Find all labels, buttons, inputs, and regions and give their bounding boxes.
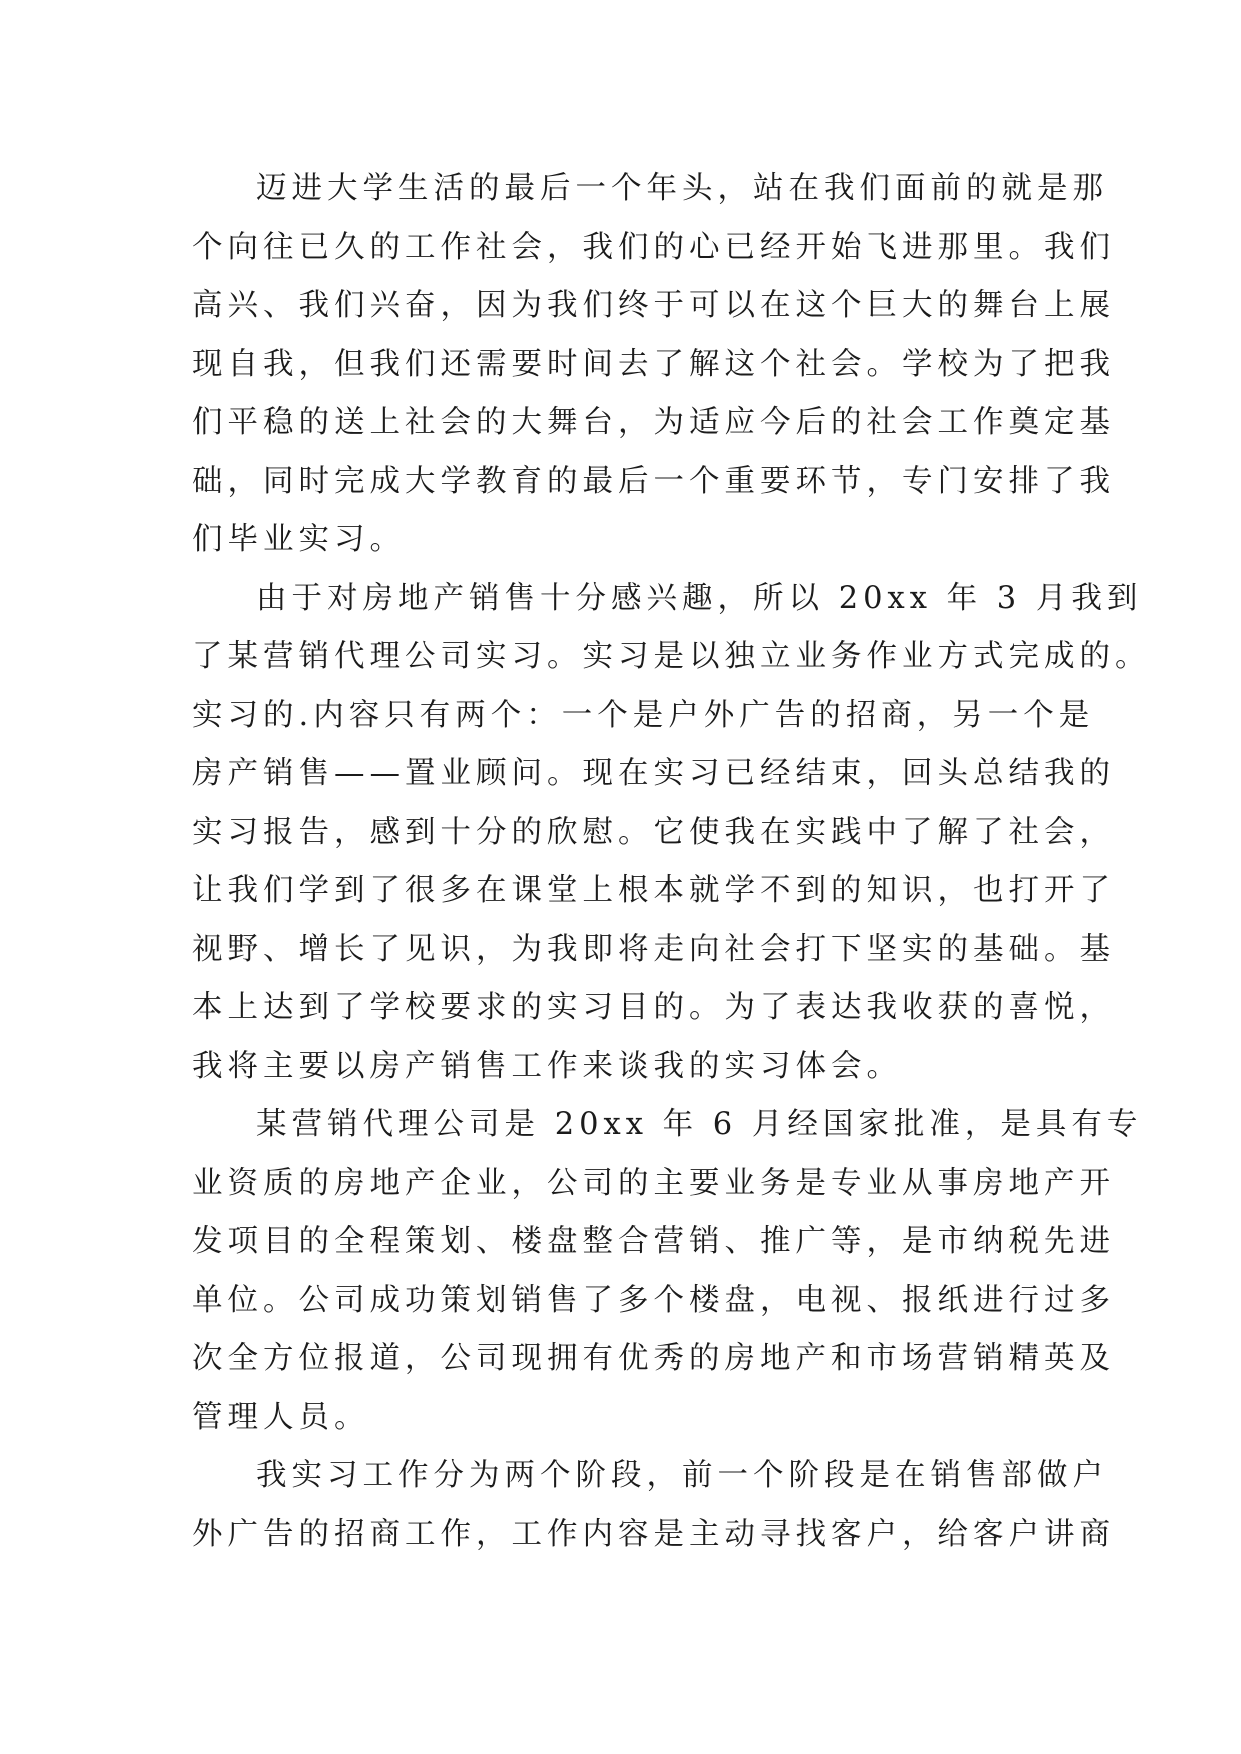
paragraph-line: 高兴、我们兴奋，因为我们终于可以在这个巨大的舞台上展 [192, 288, 1115, 323]
paragraph-line: 业资质的房地产企业，公司的主要业务是专业从事房地产开 [192, 1165, 1115, 1201]
paragraph-line: 房产销售——置业顾问。现在实习已经结束，回头总结我的 [192, 756, 1115, 791]
paragraph-1 [192, 160, 1115, 570]
paragraph-line: 实习的.内容只有两个：一个是户外广告的招商，另一个是 [192, 697, 1095, 733]
paragraph-line: 们毕业实习。 [192, 522, 405, 557]
paragraph-3 [192, 1096, 1143, 1447]
paragraph-line: 我实习工作分为两个阶段，前一个阶段是在销售部做户 [256, 1458, 1108, 1493]
document-body [192, 160, 1151, 1564]
paragraph-line: 本上达到了学校要求的实习目的。为了表达我收获的喜悦， [192, 990, 1115, 1025]
paragraph-line: 让我们学到了很多在课堂上根本就学不到的知识，也打开了 [192, 873, 1115, 908]
paragraph-line: 我将主要以房产销售工作来谈我的实习体会。 [192, 1048, 902, 1084]
paragraph-line: 外广告的招商工作，工作内容是主动寻找客户，给客户讲商 [192, 1516, 1115, 1552]
paragraph-line: 某营销代理公司是 20xx 年 6 月经国家批准，是具有专 [256, 1107, 1143, 1142]
paragraph-2 [192, 570, 1151, 1097]
paragraph-line: 础，同时完成大学教育的最后一个重要环节，专门安排了我 [192, 463, 1115, 499]
paragraph-line: 现自我，但我们还需要时间去了解这个社会。学校为了把我 [192, 346, 1115, 382]
paragraph-line: 次全方位报道，公司现拥有优秀的房地产和市场营销精英及 [192, 1341, 1115, 1376]
paragraph-line: 视野、增长了见识，为我即将走向社会打下坚实的基础。基 [192, 931, 1115, 967]
paragraph-line: 迈进大学生活的最后一个年头，站在我们面前的就是那 [256, 171, 1108, 206]
paragraph-4 [192, 1447, 1115, 1564]
paragraph-line: 们平稳的送上社会的大舞台，为适应今后的社会工作奠定基 [192, 405, 1115, 440]
paragraph-line: 管理人员。 [192, 1399, 370, 1435]
paragraph-line: 了某营销代理公司实习。实习是以独立业务作业方式完成的。 [192, 639, 1151, 674]
paragraph-line: 实习报告，感到十分的欣慰。它使我在实践中了解了社会， [192, 814, 1115, 850]
paragraph-line: 由于对房地产销售十分感兴趣，所以 20xx 年 3 月我到 [256, 580, 1143, 616]
paragraph-line: 单位。公司成功策划销售了多个楼盘，电视、报纸进行过多 [192, 1282, 1115, 1318]
paragraph-line: 发项目的全程策划、楼盘整合营销、推广等，是市纳税先进 [192, 1224, 1115, 1259]
paragraph-line: 个向往已久的工作社会，我们的心已经开始飞进那里。我们 [192, 229, 1115, 265]
